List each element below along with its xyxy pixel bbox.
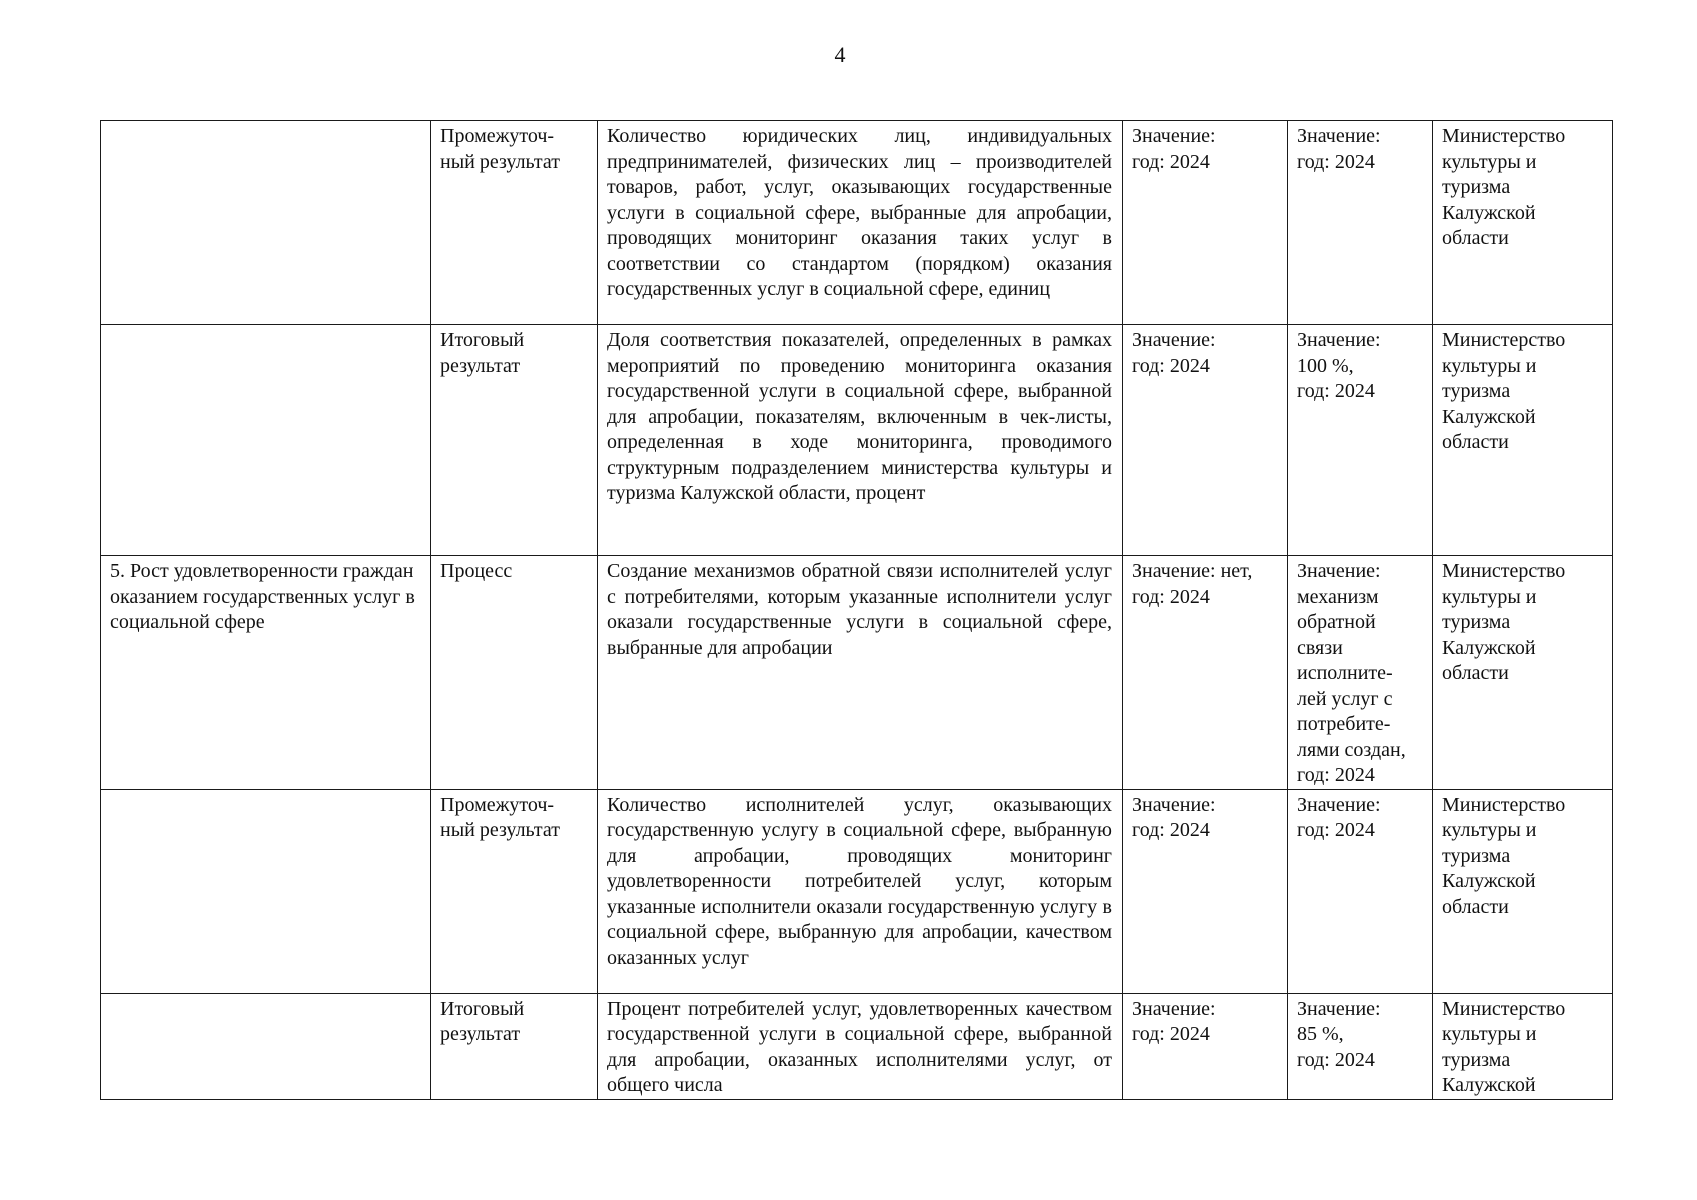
indicator-description-cell: Количество исполнителей услуг, оказывающих государственную услугу в социальной сфере, выбранную для апробации, проводящих мониторинг удовлетворенности потребителей услуг, которым указанные исполнители оказали государственную услугу в социальной сфере, выбранную для апробации, качеством оказанных услуг	[598, 789, 1123, 993]
base-value-cell: Значение: нет, год: 2024	[1123, 556, 1288, 790]
base-value-cell: Значение: год: 2024	[1123, 789, 1288, 993]
responsible-cell: Министерство культуры и туризма Калужской области	[1433, 789, 1613, 993]
result-type-cell: Итоговый результат	[431, 325, 598, 556]
goal-cell: 5. Рост удовлетворенности граждан оказанием государственных услуг в социальной сфере	[101, 556, 431, 790]
indicator-description-cell: Создание механизмов обратной связи исполнителей услуг с потребителями, которым указанные исполнители услуг оказали государственные услуги в социальной сфере, выбранные для апробации	[598, 556, 1123, 790]
target-value-cell: Значение: год: 2024	[1288, 121, 1433, 325]
table-row	[101, 993, 1613, 1099]
responsible-cell: Министерство культуры и туризма Калужской области	[1433, 556, 1613, 790]
table-row	[101, 556, 1613, 790]
results-table	[100, 120, 1613, 1100]
base-value-cell: Значение: год: 2024	[1123, 121, 1288, 325]
goal-cell	[101, 993, 431, 1099]
target-value-cell: Значение: год: 2024	[1288, 789, 1433, 993]
target-value-cell: Значение: 85 %, год: 2024	[1288, 993, 1433, 1099]
result-type-cell: Промежуточ- ный результат	[431, 789, 598, 993]
responsible-cell: Министерство культуры и туризма Калужской	[1433, 993, 1613, 1099]
goal-cell	[101, 121, 431, 325]
target-value-cell: Значение: механизм обратной связи исполните- лей услуг с потребите- лями создан, год: 2024	[1288, 556, 1433, 790]
indicator-description-cell: Процент потребителей услуг, удовлетворенных качеством государственной услуги в социальной сфере, выбранной для апробации, оказанных исполнителями услуг, от общего числа	[598, 993, 1123, 1099]
responsible-cell: Министерство культуры и туризма Калужской области	[1433, 325, 1613, 556]
table-row	[101, 325, 1613, 556]
page-number: 4	[834, 42, 846, 67]
indicator-description-cell: Количество юридических лиц, индивидуальных предпринимателей, физических лиц – производителей товаров, работ, услуг, оказывающих государственные услуги в социальной сфере, выбранные для апробации, проводящих мониторинг оказания таких услуг в соответствии со стандартом (порядком) оказания государственных услуг в социальной сфере, единиц	[598, 121, 1123, 325]
result-type-cell: Процесс	[431, 556, 598, 790]
base-value-cell: Значение: год: 2024	[1123, 993, 1288, 1099]
result-type-cell: Промежуточ- ный результат	[431, 121, 598, 325]
table-row	[101, 121, 1613, 325]
result-type-cell: Итоговый результат	[431, 993, 598, 1099]
goal-cell	[101, 325, 431, 556]
goal-cell	[101, 789, 431, 993]
responsible-cell: Министерство культуры и туризма Калужской области	[1433, 121, 1613, 325]
target-value-cell: Значение: 100 %, год: 2024	[1288, 325, 1433, 556]
table-row	[101, 789, 1613, 993]
base-value-cell: Значение: год: 2024	[1123, 325, 1288, 556]
indicator-description-cell: Доля соответствия показателей, определенных в рамках мероприятий по проведению мониторинга оказания государственной услуги в социальной сфере, выбранной для апробации, показателям, включенным в чек-листы, определенная в ходе мониторинга, проводимого структурным подразделением министерства культуры и туризма Калужской области, процент	[598, 325, 1123, 556]
